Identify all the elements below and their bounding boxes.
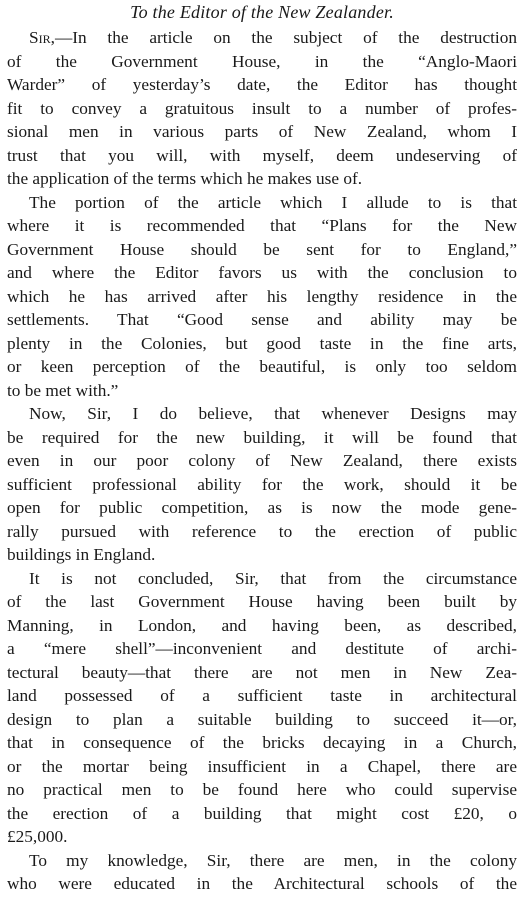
paragraph bbox=[7, 191, 517, 403]
newspaper-clipping bbox=[0, 2, 521, 910]
text-line: sional men in various parts of New Zealand, whom I bbox=[7, 122, 517, 141]
text-line: To my knowledge, Sir, there are men, in the colony bbox=[29, 850, 517, 870]
paragraph bbox=[7, 402, 517, 567]
text-line: tectural beauty—that there are not men in New Zea- bbox=[7, 662, 517, 682]
text-line: who were educated in the Architectural schools of the bbox=[7, 874, 517, 893]
text-line: design to plan a suitable building to succeed it—or, bbox=[7, 709, 517, 729]
text-line: to be met with.” bbox=[7, 380, 119, 400]
text-line: Manning, in London, and having been, as described, bbox=[7, 615, 517, 635]
text-line: land possessed of a sufficient taste in architectural bbox=[7, 686, 517, 705]
text-line: even in our poor colony of New Zealand, there exists bbox=[7, 451, 517, 470]
text-line: Warder” of yesterday’s date, the Editor has thought bbox=[7, 75, 517, 94]
text-line: or keen perception of the beautiful, is only too seldom bbox=[7, 357, 517, 376]
text-line: be required for the new building, it will be found that bbox=[7, 427, 517, 447]
text-line: no practical men to be found here who could supervise bbox=[7, 780, 517, 799]
text-line: where it is recommended that “Plans for the New bbox=[7, 216, 517, 235]
text-line: open for public competition, as is now the mode gene- bbox=[7, 498, 517, 517]
text-line: trust that you will, with myself, deem undeserving of bbox=[7, 145, 517, 165]
text-line: the erection of a building that might cost £20, o bbox=[7, 803, 517, 823]
text-line: and where the Editor favors us with the conclusion to bbox=[7, 263, 517, 282]
text-line: rally pursued with reference to the erection of public bbox=[7, 521, 517, 541]
text-line: plenty in the Colonies, but good taste in the fine arts, bbox=[7, 333, 517, 353]
text-line: that in consequence of the bricks decaying in a Church, bbox=[7, 733, 517, 752]
paragraph bbox=[7, 849, 517, 896]
text-line: Sir,—In the article on the subject of the destruction bbox=[29, 28, 517, 47]
text-line: sufficient professional ability for the work, should it be bbox=[7, 474, 517, 494]
text-line: buildings in England. bbox=[7, 545, 156, 564]
letter-body bbox=[7, 26, 517, 896]
letter-heading: To the Editor of the New Zealander. bbox=[130, 2, 394, 22]
text-line: The portion of the article which I allude to is that bbox=[29, 192, 517, 212]
text-line: settlements. That “Good sense and ability may be bbox=[7, 310, 517, 329]
text-line: Government House should be sent for to England,” bbox=[7, 239, 517, 259]
text-line: or the mortar being insufficient in a Chapel, there are bbox=[7, 756, 517, 776]
text-line: fit to convey a gratuitous insult to a number of profes- bbox=[7, 98, 517, 118]
paragraph bbox=[7, 567, 517, 849]
text-line: the application of the terms which he makes use of. bbox=[7, 169, 363, 188]
salutation: Sir bbox=[29, 28, 51, 47]
text-line: £25,000. bbox=[7, 827, 68, 846]
text-line: of the Government House, in the “Anglo-Maori bbox=[7, 51, 517, 71]
paragraph bbox=[7, 26, 517, 191]
text-line: Now, Sir, I do believe, that whenever Designs may bbox=[29, 404, 517, 423]
text-line: which he has arrived after his lengthy residence in the bbox=[7, 286, 517, 306]
text-line: a “mere shell”—inconvenient and destitute of archi- bbox=[7, 639, 517, 658]
text-line: It is not concluded, Sir, that from the circumstance bbox=[29, 568, 517, 588]
text-line: of the last Government House having been built by bbox=[7, 592, 517, 611]
